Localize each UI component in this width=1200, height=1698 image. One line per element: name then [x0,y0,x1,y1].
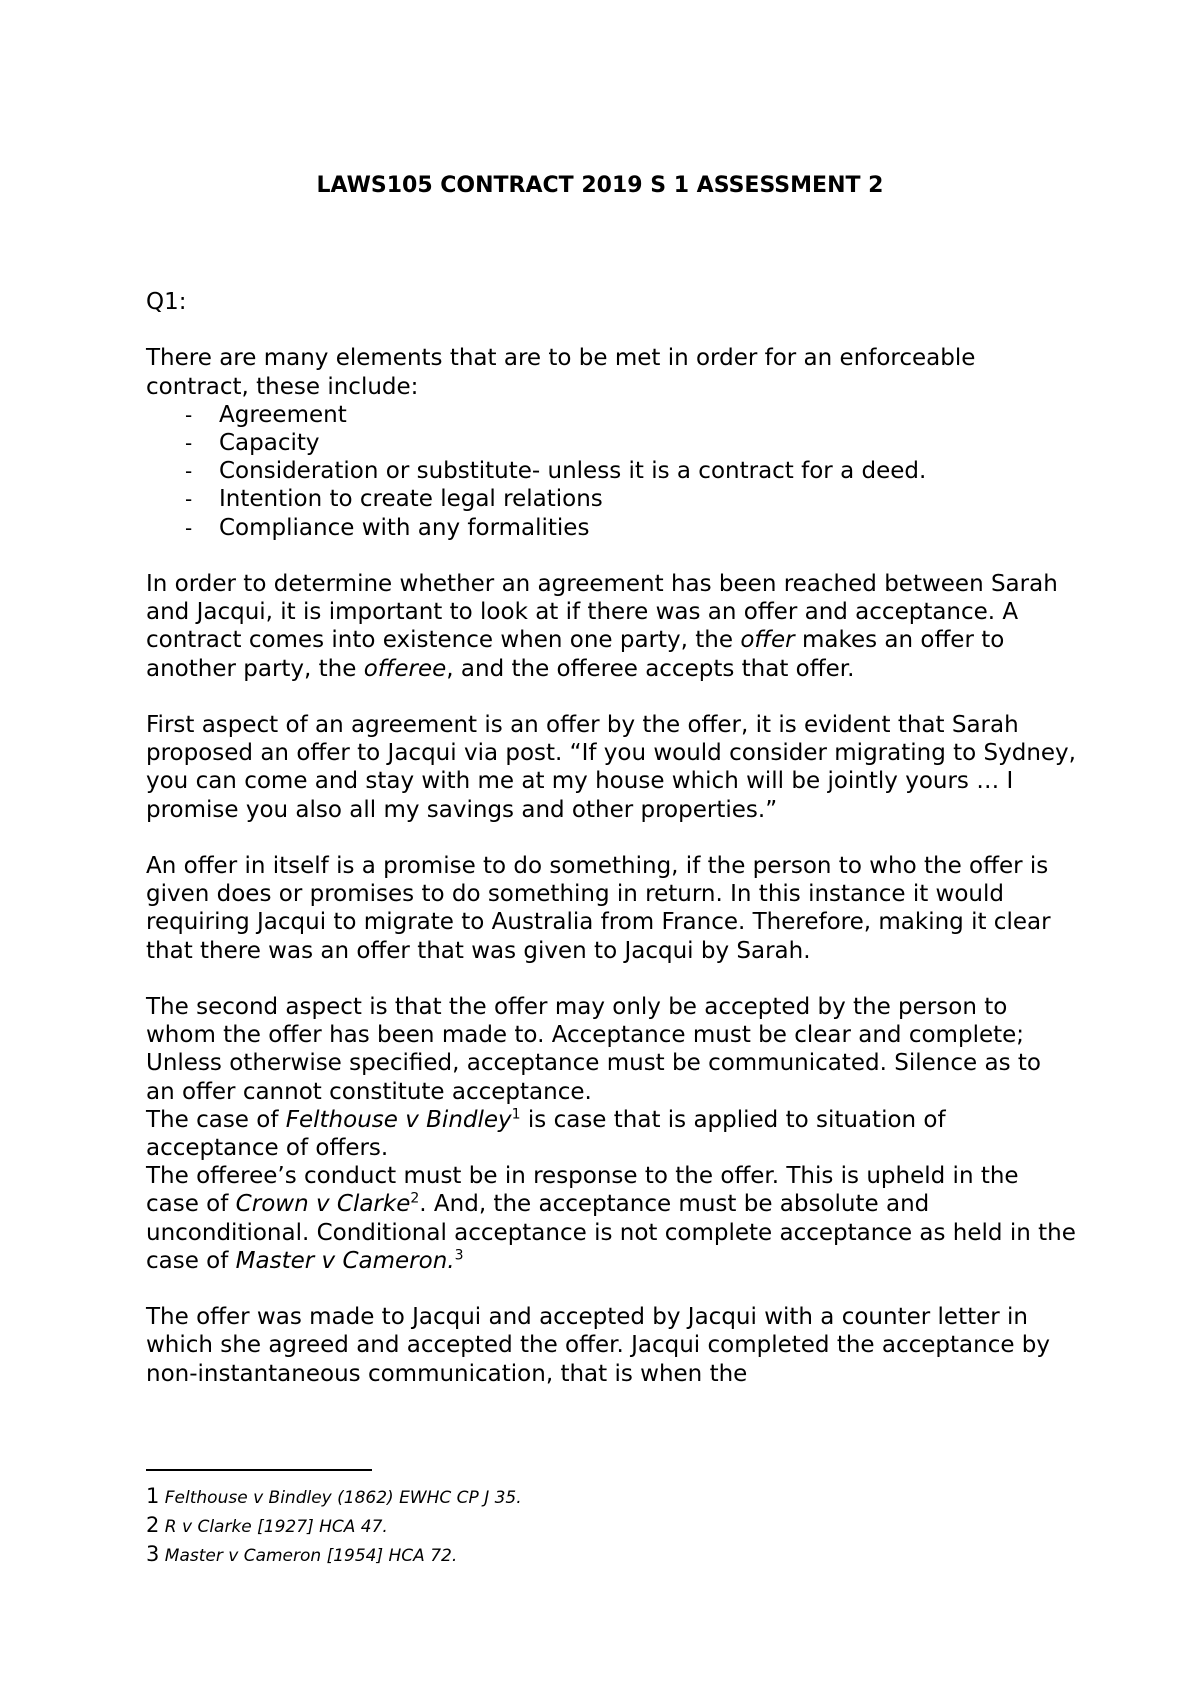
second-aspect-paragraph: The second aspect is that the offer may only be accepted by the person to whom the offer has been made to. Acceptance must be clear and complete; Unless otherwise specified, acceptance must be communicated. Silence as to an offer cannot constitute acceptance. [146,994,1041,1105]
footnote-ref: 1 [511,1106,521,1123]
footnote-ref: 2 [410,1190,420,1207]
case-name: Master v Cameron. [235,1247,455,1274]
elements-list [146,401,1076,542]
felthouse-paragraph: The case of Felthouse v Bindley$^1$ is case that is applied to situation of acceptance of offers. [146,1106,946,1162]
footnote: 3 Master v Cameron [1954] HCA 72. [146,1542,458,1566]
question-label: Q1: [146,289,187,315]
offer-paragraph: An offer in itself is a promise to do something, if the person to who the offer is given does or promises to do something in return. In this instance it would requiring Jacqui to migrate to Australia from France. Therefore, making it clear that there was an offer that was given to Jacqui by Sarah. [146,853,1051,964]
document-body [146,288,1076,1388]
intro-paragraph: There are many elements that are to be met in order for an enforceable contract, these include: [146,345,976,400]
final-paragraph: The offer was made to Jacqui and accepted by Jacqui with a counter letter in which she agreed and accepted the offer. Jacqui completed the acceptance by non-instantaneous communication, that is when the [146,1304,1051,1387]
case-name: Felthouse v Bindley [285,1106,512,1133]
first-aspect-paragraph: First aspect of an agreement is an offer by the offer, it is evident that Sarah proposed an offer to Jacqui via post. “If you would consider migrating to Sydney, you can come and stay with me at my house which will be jointly yours … I promise you also all my savings and other properties.” [146,712,1076,823]
document-title: LAWS105 CONTRACT 2019 S 1 ASSESSMENT 2 [316,173,884,198]
footnotes [146,1483,1076,1570]
list-item: - Intention to create legal relations [146,485,1076,513]
list-item: - Agreement [146,401,1076,429]
footnote: 1 Felthouse v Bindley (1862) EWHC CP J 35. [146,1484,522,1508]
footnote-ref: 3 [454,1247,464,1264]
conduct-paragraph: The offeree’s conduct must be in response to the offer. This is upheld in the case of Crown v Clarke$^2$. And, the acceptance must be absolute and unconditional. Conditional acceptance is not complete acceptance as held in the case of Master v Cameron.$^3$ [146,1163,1076,1274]
footnote-separator [146,1469,372,1471]
list-item: - Capacity [146,429,1076,457]
case-name: Crown v Clarke [235,1191,411,1218]
list-item: - Consideration or substitute- unless it is a contract for a deed. [146,457,1076,485]
footnote: 2 R v Clarke [1927] HCA 47. [146,1513,388,1537]
agreement-paragraph: In order to determine whether an agreement has been reached between Sarah and Jacqui, it is important to look at if there was an offer and acceptance. A contract comes into existence when one party, the offer makes an offer to another party, the offeree, and the offeree accepts that offer. [146,571,1058,682]
list-item: - Compliance with any formalities [146,514,1076,542]
